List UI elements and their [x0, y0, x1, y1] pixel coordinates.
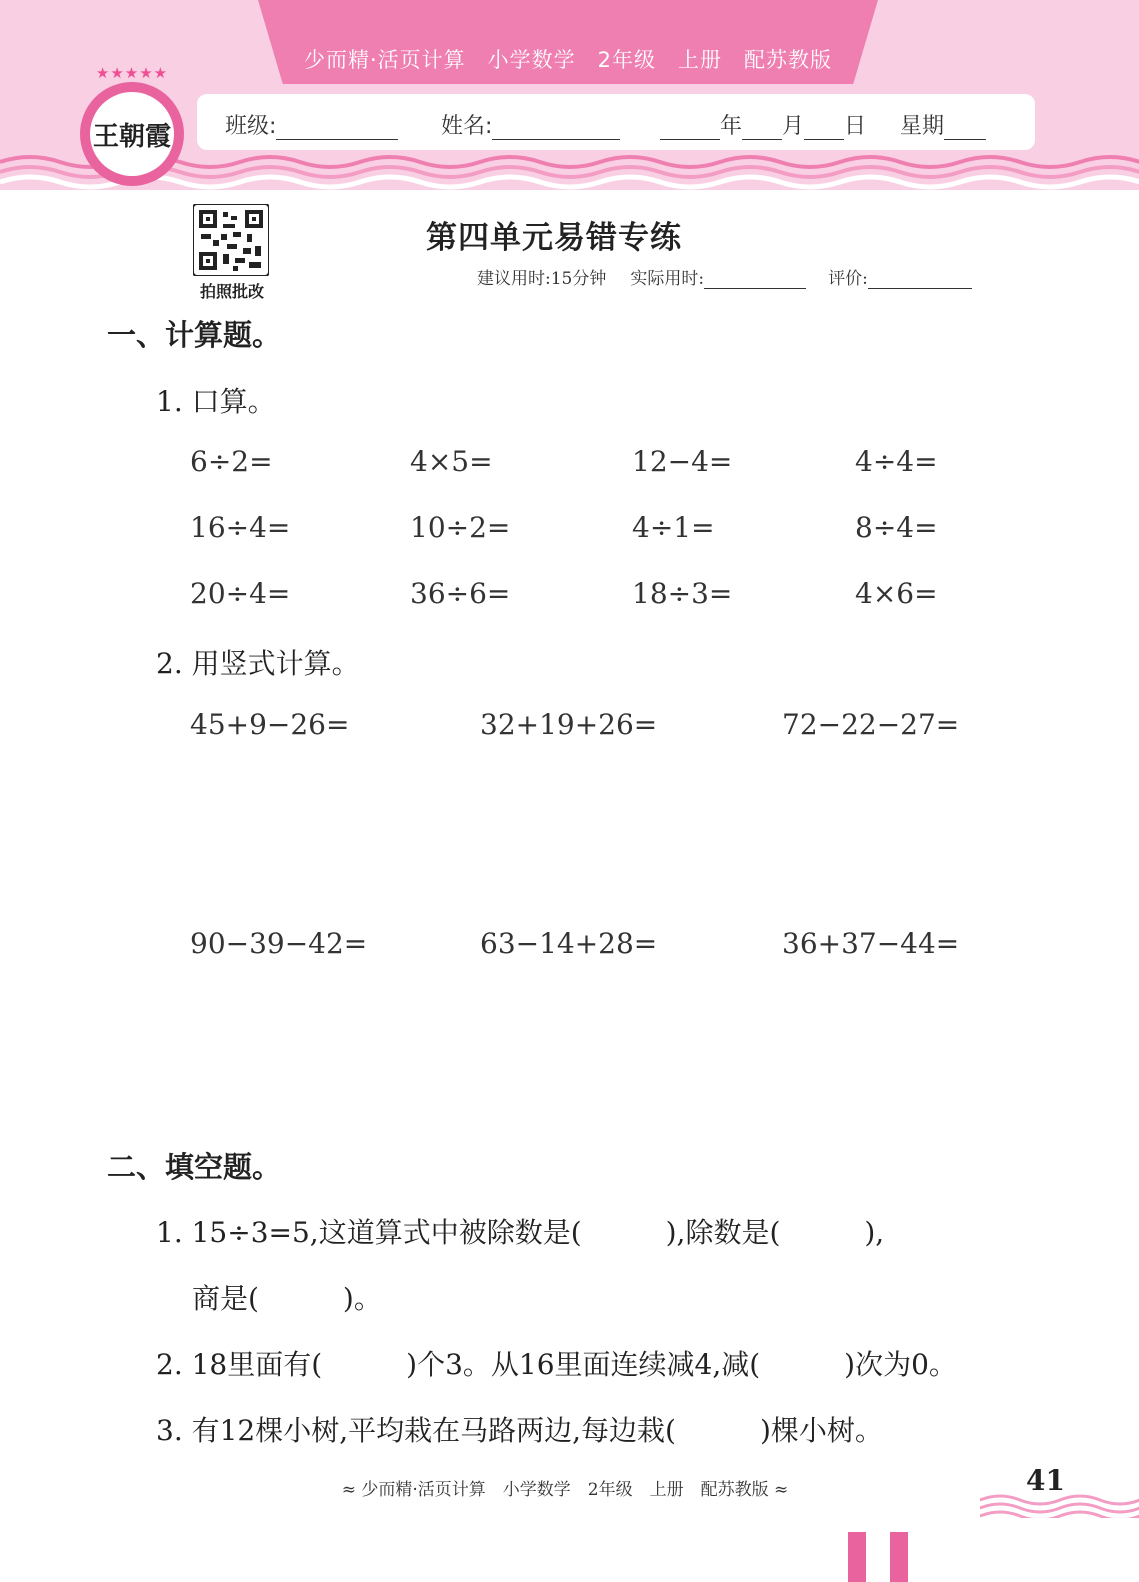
actual-time-blank[interactable]	[704, 271, 806, 289]
oral-problem: 4×6=	[855, 577, 938, 610]
edge-marker	[848, 1532, 866, 1582]
q1-label: 1. 口算。	[156, 385, 276, 418]
oral-problem: 4÷1=	[632, 511, 715, 544]
fill-question-1-cont: 商是( )。	[192, 1282, 382, 1315]
qr-label: 拍照批改	[199, 282, 264, 301]
footer-text: ≈ 少而精·活页计算 小学数学 2年级 上册 配苏教版 ≈	[341, 1480, 789, 1500]
page-title: 第四单元易错专练	[426, 220, 682, 256]
logo-text: 王朝霞	[90, 92, 174, 176]
logo-stars: ★★★★★	[95, 64, 169, 82]
vertical-problem: 63−14+28=	[480, 927, 658, 960]
fill-question-1: 1. 15÷3=5,这道算式中被除数是( ),除数是( ),	[156, 1216, 885, 1249]
oral-problem: 10÷2=	[410, 511, 511, 544]
vertical-problem: 90−39−42=	[190, 927, 368, 960]
vertical-problem: 36+37−44=	[782, 927, 960, 960]
month-label: 月	[782, 114, 805, 139]
oral-problem: 36÷6=	[410, 577, 511, 610]
vertical-problem: 32+19+26=	[480, 708, 658, 741]
oral-problem: 12−4=	[632, 445, 733, 478]
oral-problem: 16÷4=	[190, 511, 291, 544]
weekday-label: 星期	[900, 114, 945, 139]
day-label: 日	[844, 114, 867, 139]
oral-problem: 18÷3=	[632, 577, 733, 610]
publisher-logo	[80, 82, 184, 186]
qr-code-icon[interactable]	[193, 204, 269, 276]
time-info	[477, 264, 972, 289]
section1-heading: 一、计算题。	[107, 318, 282, 352]
oral-problem: 6÷2=	[190, 445, 273, 478]
suggested-time: 建议用时:15分钟	[477, 269, 607, 289]
series-title: 少而精·活页计算 小学数学 2年级 上册 配苏教版	[303, 48, 833, 72]
year-label: 年	[720, 114, 743, 139]
page-number: 41	[1026, 1464, 1065, 1497]
class-field[interactable]	[225, 109, 398, 140]
edge-marker	[890, 1532, 908, 1582]
evaluation-label: 评价:	[828, 269, 868, 289]
oral-problem: 4×5=	[410, 445, 493, 478]
name-label: 姓名:	[441, 114, 493, 139]
oral-problem: 8÷4=	[855, 511, 938, 544]
actual-time-label: 实际用时:	[630, 269, 705, 289]
q2-label: 2. 用竖式计算。	[156, 647, 360, 680]
name-field[interactable]	[441, 109, 620, 140]
fill-question-2: 2. 18里面有( )个3。从16里面连续减4,减( )次为0。	[156, 1348, 957, 1381]
evaluation-blank[interactable]	[868, 271, 972, 289]
vertical-problem: 72−22−27=	[782, 708, 960, 741]
oral-problem: 20÷4=	[190, 577, 291, 610]
class-label: 班级:	[225, 114, 277, 139]
fill-question-3: 3. 有12棵小树,平均栽在马路两边,每边栽( )棵小树。	[156, 1414, 883, 1447]
date-field[interactable]	[660, 109, 986, 140]
section2-heading: 二、填空题。	[107, 1150, 282, 1184]
vertical-problem: 45+9−26=	[190, 708, 350, 741]
oral-problem: 4÷4=	[855, 445, 938, 478]
